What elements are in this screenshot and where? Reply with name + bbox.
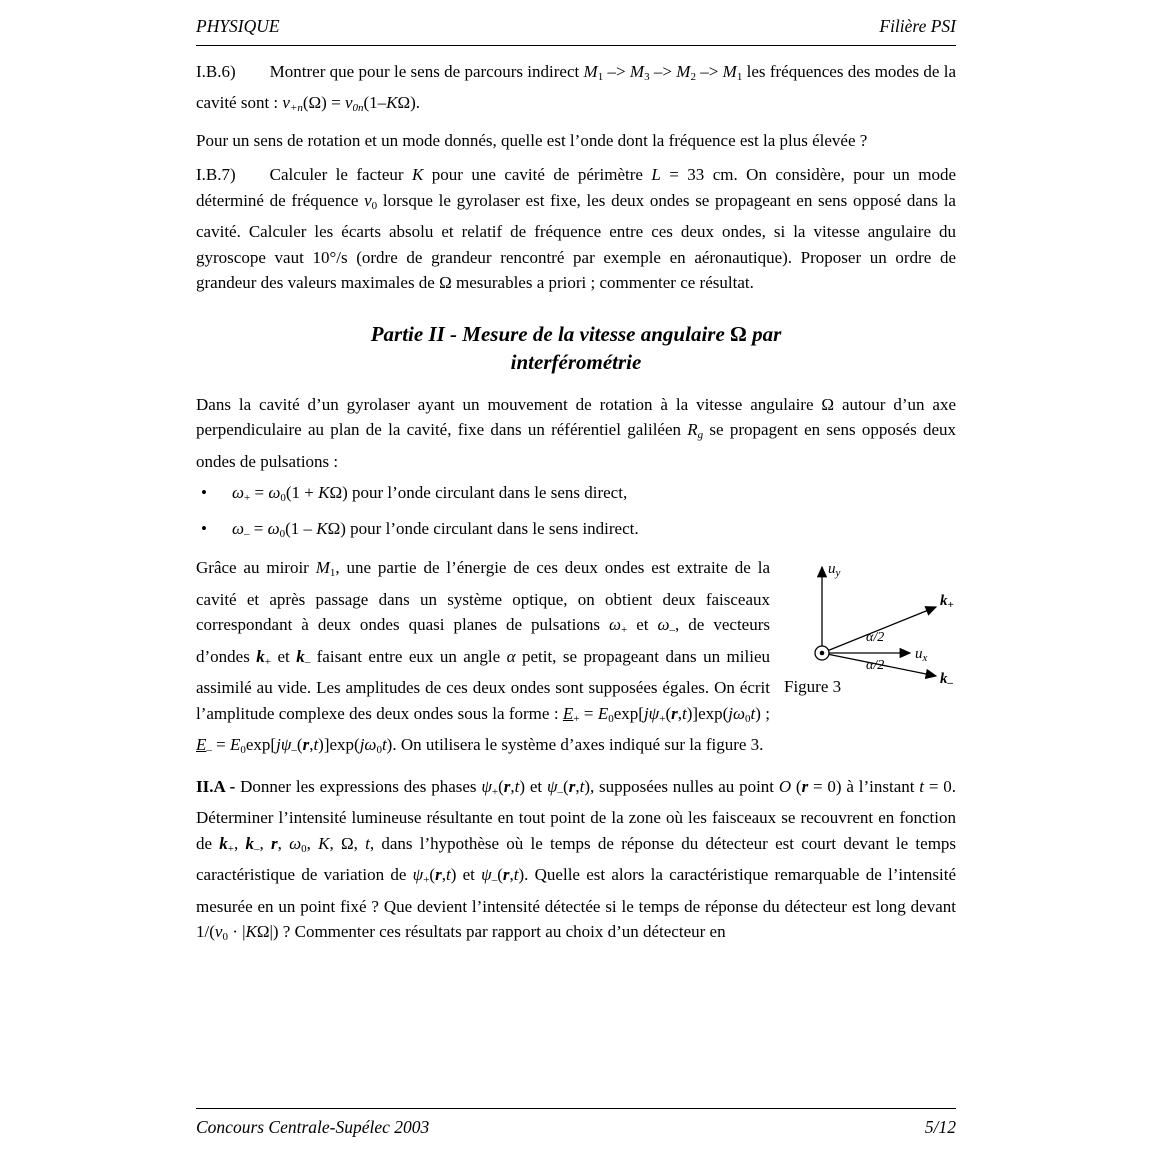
footer-document-name: Concours Centrale-Supélec 2003 [196, 1116, 430, 1137]
alpha-half-top-label: α/2 [866, 630, 885, 645]
ux-label: $u_x$ [915, 646, 928, 664]
bullet-item-indirect [196, 516, 956, 548]
section-heading-line1: Partie II - Mesure de la vitesse angulaire Ω par [370, 321, 782, 346]
bullet-item-direct [196, 480, 956, 512]
paragraph-iia: II.A - Donner les expressions des phases ψ+(r,t) et ψ–(r,t), supposées nulles au point O (r = 0) à l’instant t = 0. Déterminer l’intensité lumineuse résultante en tout point de la zone où les faisceaux se recouvrent en fonction de k+, k–, r, ω0, K, Ω, t, dans l’hypothèse où le temps de réponse du détecteur est court devant le temps caractéristique de variation de ψ+(r,t) et ψ–(r,t). Quelle est alors la caractéristique remarquable de l’intensité mesurée en un point fixé ? Que devient l’intensité détectée si le temps de réponse du détecteur est long devant 1/(ν0 · |KΩ|) ? Commenter ces résultats par rapport au choix d’un détecteur en [196, 776, 957, 943]
section-heading-line2: interférométrie [510, 349, 642, 374]
paragraph-ib6: I.B.6) Montrer que pour le sens de parcours indirect M1 –> M3 –> M2 –> M1 les fréquences des modes de la cavité sont : ν+n(Ω) = ν0n(1–KΩ). [196, 61, 957, 114]
paragraph-mirror [196, 555, 956, 764]
bullet-list [196, 480, 956, 547]
bullet-icon: • [201, 483, 207, 502]
figure-3 [784, 557, 956, 703]
bullet-icon: • [201, 518, 207, 538]
paragraph-ib7: I.B.7) Calculer le facteur K pour une cavité de périmètre L = 33 cm. On considère, pour un mode déterminé de fréquence ν0 lorsque le gyrolaser est fixe, les deux ondes se propageant en sens opposé dans la cavité. Calculer les écarts absolu et relatif de fréquence entre ces deux ondes, si la vitesse angulaire du gyroscope vaut 10°/s (ordre de grandeur rencontré par exemple en aéronautique). Proposer un ordre de grandeur des valeurs maximales de Ω mesurables a priori ; commenter ce résultat. [196, 165, 956, 292]
paragraph-question: Pour un sens de rotation et un mode donnés, quelle est l’onde dont la fréquence est la plus élevée ? [196, 130, 868, 150]
alpha-half-bottom-label: α/2 [866, 658, 885, 673]
k-minus-label: $k_-$ [940, 671, 953, 689]
figure-caption: Figure 3 [784, 676, 842, 696]
paragraph-mirror-text: Grâce au miroir M1, une partie de l’énergie de ces deux ondes est extraite de la cavité et après passage dans un système optique, on obtient deux faisceaux correspondant à deux ondes quasi planes de pulsations ω+ et ω–, de vecteurs d’ondes k+ et k– faisant entre eux un angle α petit, se propageant dans un milieu assimilé au vide. Les amplitudes de ces deux ondes sont supposées égales. On écrit l’amplitude complexe des deux ondes sous la forme : E+ = E0exp[jψ+(r,t)]exp(jω0t) ; E– = E0exp[jψ–(r,t)]exp(jω0t). On utilisera le système d’axes indiqué sur la figure 3. [196, 558, 771, 756]
origin-dot [820, 651, 825, 656]
section-heading [196, 320, 956, 376]
content [196, 59, 956, 951]
bullet-text-direct: ω+ = ω0(1 + KΩ) pour l’onde circulant dans le sens direct, [232, 483, 628, 504]
paragraph-intro: Dans la cavité d’un gyrolaser ayant un mouvement de rotation à la vitesse angulaire Ω autour d’un axe perpendiculaire au plan de la cavité, fixe dans un référentiel galiléen Rg se propagent en sens opposés deux ondes de pulsations : [196, 394, 956, 471]
document-filiere: Filière PSI [879, 16, 956, 36]
footer-page-number: 5/12 [924, 1116, 956, 1137]
document-title: PHYSIQUE [196, 16, 280, 36]
k-plus-label: $k_+$ [940, 593, 954, 611]
bullet-text-indirect: ω– = ω0(1 – KΩ) pour l’onde circulant dans le sens indirect. [232, 518, 639, 540]
uy-label: $u_y$ [828, 561, 841, 579]
page-header [196, 14, 956, 46]
page-footer [196, 1108, 956, 1141]
